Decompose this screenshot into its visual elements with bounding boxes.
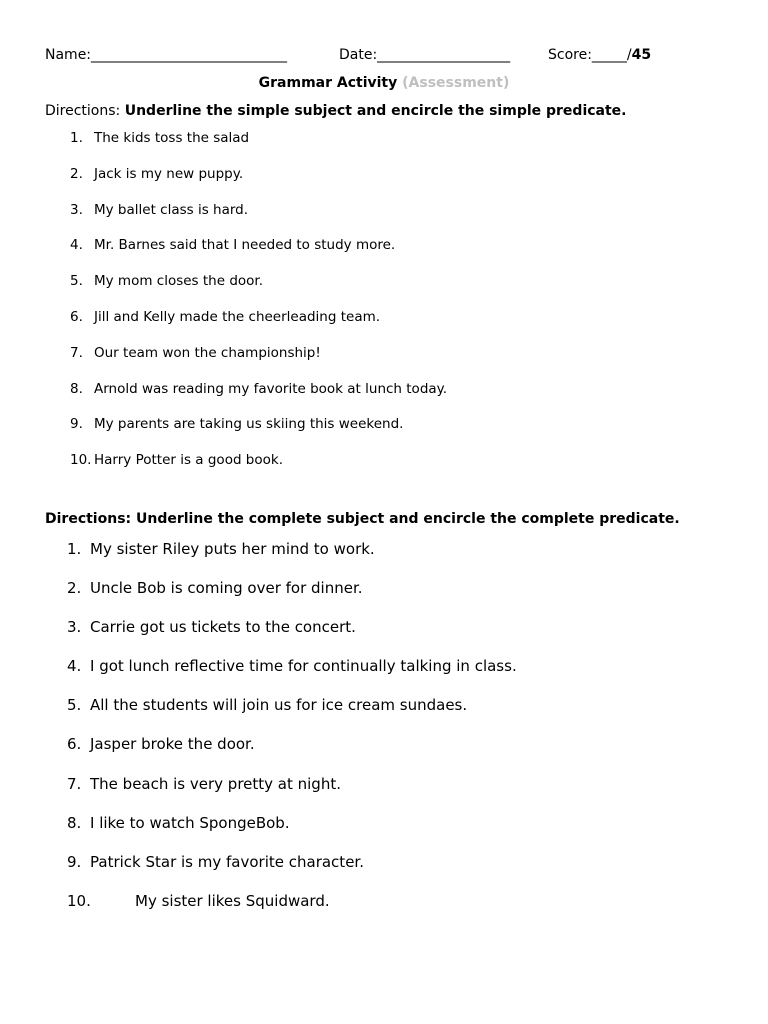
item-number: 10. (70, 452, 92, 469)
list-item (67, 733, 517, 772)
item-sentence: My sister Riley puts her mind to work. (90, 540, 375, 558)
page-title (0, 73, 768, 93)
score-field (548, 45, 651, 65)
list-item (67, 577, 517, 616)
item-number: 1. (67, 540, 82, 558)
item-sentence: Mr. Barnes said that I needed to study more. (94, 237, 396, 254)
score-total: 45 (631, 47, 652, 63)
title-subtitle: (Assessment) (402, 75, 510, 91)
item-sentence: Carrie got us tickets to the concert. (90, 618, 356, 637)
item-sentence: Uncle Bob is coming over for dinner. (90, 579, 363, 598)
name-field-label: Name:____________________________ (45, 47, 288, 63)
section1-directions (45, 101, 627, 121)
list-item (70, 414, 447, 450)
item-number: 5. (67, 696, 82, 715)
worksheet-header (45, 45, 725, 65)
item-number: 8. (70, 380, 83, 397)
list-item (70, 128, 447, 164)
list-item (70, 271, 447, 307)
list-item (67, 890, 517, 929)
item-number: 6. (67, 735, 82, 754)
section1-directions-text: Underline the simple subject and encircle the simple predicate. (124, 103, 627, 119)
item-number: 6. (70, 308, 83, 325)
item-number: 3. (70, 201, 83, 218)
list-item (70, 450, 447, 486)
list-item (70, 307, 447, 343)
title-main: Grammar Activity (258, 75, 398, 91)
item-sentence: Patrick Star is my favorite character. (90, 852, 364, 871)
list-item (70, 379, 447, 415)
list-item (67, 616, 517, 655)
section1-sentence-list (70, 128, 447, 486)
item-sentence: I like to watch SpongeBob. (90, 813, 290, 832)
item-sentence: My sister likes Squidward. (135, 891, 330, 910)
item-sentence: I got lunch reflective time for continually talking in class. (90, 657, 517, 676)
list-item (70, 200, 447, 236)
item-sentence: Arnold was reading my favorite book at lunch today. (94, 380, 448, 397)
item-number: 5. (70, 273, 83, 290)
item-sentence: Jasper broke the door. (90, 735, 255, 754)
item-sentence: Harry Potter is a good book. (94, 452, 284, 469)
section1-directions-prefix: Directions: (45, 103, 121, 119)
item-sentence: Jill and Kelly made the cheerleading team. (94, 308, 381, 325)
item-number: 1. (70, 130, 83, 146)
item-number: 7. (67, 774, 82, 793)
item-number: 7. (70, 344, 83, 361)
list-item (70, 343, 447, 379)
item-number: 9. (67, 852, 82, 871)
item-sentence: All the students will join us for ice cream sundaes. (90, 696, 468, 715)
score-field-label: Score:_____/ (548, 47, 632, 63)
item-sentence: The beach is very pretty at night. (90, 774, 341, 793)
item-number: 4. (67, 657, 82, 676)
item-number: 4. (70, 237, 83, 254)
item-number: 3. (67, 618, 82, 637)
item-sentence: My mom closes the door. (94, 273, 264, 290)
item-number: 2. (70, 165, 83, 182)
list-item (67, 694, 517, 733)
section2-directions: Directions: Underline the complete subject and encircle the complete predicate. (45, 511, 680, 527)
item-sentence: My ballet class is hard. (94, 201, 249, 218)
item-sentence: Jack is my new puppy. (94, 165, 244, 182)
list-item (67, 851, 517, 890)
list-item (67, 773, 517, 812)
section2-sentence-list (67, 538, 517, 929)
list-item (70, 235, 447, 271)
list-item (67, 538, 517, 577)
date-field-label: Date:___________________ (339, 47, 511, 63)
list-item (67, 655, 517, 694)
item-number: 9. (70, 416, 83, 433)
item-number: 10. (67, 891, 91, 910)
item-sentence: My parents are taking us skiing this weekend. (94, 416, 404, 433)
item-sentence: Our team won the championship! (94, 344, 321, 361)
item-sentence: The kids toss the salad (94, 130, 250, 146)
list-item (67, 812, 517, 851)
item-number: 8. (67, 813, 82, 832)
item-number: 2. (67, 579, 82, 598)
list-item (70, 164, 447, 200)
